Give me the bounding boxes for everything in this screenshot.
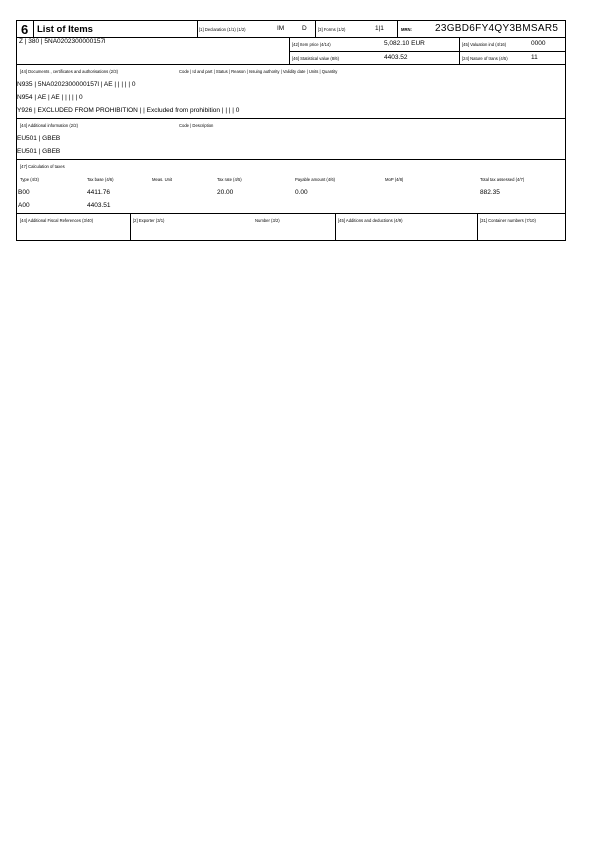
documents-label: [44] Documents , certificates and authorisations (2/3) — [20, 69, 118, 74]
tax-cell: 882.35 — [480, 189, 500, 196]
valuation-value: 0000 — [531, 40, 546, 47]
document-line: Y926 | EXCLUDED FROM PROHIBITION | | Excluded from prohibition | | | | 0 — [17, 107, 240, 114]
tax-cell: 20.00 — [217, 189, 234, 196]
documents-columns: Code | Id and part | Status | Reason | Issuing authority | Validity date | Units | Quantity — [179, 69, 338, 74]
sheet-number: 6 — [21, 22, 29, 37]
tax-header-payable: Payable amount (4/6) — [295, 177, 336, 182]
reference-line: Z | 380 | 5NA0202300000157l — [19, 38, 106, 45]
forms-value: 1|1 — [375, 25, 384, 32]
statistical-value: 4403.52 — [384, 54, 408, 61]
tax-header-mop: MoP (4/8) — [385, 177, 404, 182]
mrn-label: MRN: — [401, 27, 412, 32]
tax-header-base: Tax base (4/6) — [87, 177, 114, 182]
number-label: Number (3/2) — [255, 218, 280, 223]
item-price-label: [42] Item price (4/14) — [292, 42, 331, 47]
declaration-label: [1] Declaration (1/1) (1/2) — [199, 27, 246, 32]
container-numbers-label: [31] Container numbers (7/10) — [480, 218, 536, 223]
additional-info-columns: Code | Description — [179, 123, 214, 128]
forms-label: [3] Forms (1/2) — [318, 27, 346, 32]
nature-of-transaction-label: [24] Nature of trans (4/5) — [462, 56, 508, 61]
additions-deductions-label: [45] Additions and deductions (4/9) — [338, 218, 403, 223]
tax-header-rate: Tax rate (4/5) — [217, 177, 242, 182]
list-of-items-form — [16, 20, 566, 241]
valuation-label: [45] Valuation ind (4/16) — [462, 42, 507, 47]
item-price-value: 5,082.10 EUR — [384, 40, 425, 47]
tax-cell: 0.00 — [295, 189, 308, 196]
tax-cell: B00 — [18, 189, 30, 196]
tax-header-type: Type (4/3) — [20, 177, 39, 182]
tax-cell: 4403.51 — [87, 202, 111, 209]
mrn-value: 23GBD6FY4QY3BMSAR5 — [435, 23, 559, 34]
nature-of-transaction-value: 11 — [531, 54, 538, 61]
tax-header-unit: Meas. Unit — [152, 177, 173, 182]
tax-cell: A00 — [18, 202, 30, 209]
statistical-value-label: [46] Statistical value (8/6) — [292, 56, 340, 61]
additional-info-label: [44] Additional information (2/2) — [20, 123, 78, 128]
form-title: List of Items — [37, 24, 93, 35]
additional-fiscal-label: [44] Additional Fiscal References (3/40) — [20, 218, 94, 223]
declaration-type-2: D — [302, 25, 307, 32]
taxes-label: [47] Calculation of taxes — [20, 164, 65, 169]
document-line: N935 | 5NA0202300000157l | AE | | | | | 0 — [17, 81, 136, 88]
additional-info-line: EU501 | GBEB — [17, 135, 61, 142]
tax-header-total: Total tax assessed (4/7) — [480, 177, 525, 182]
tax-cell: 4411.76 — [87, 189, 111, 196]
declaration-type: IM — [277, 25, 285, 32]
additional-info-line: EU501 | GBEB — [17, 148, 61, 155]
document-line: N954 | AE | AE | | | | | 0 — [17, 94, 83, 101]
exporter-label: [2] Exporter (3/1) — [133, 218, 165, 223]
